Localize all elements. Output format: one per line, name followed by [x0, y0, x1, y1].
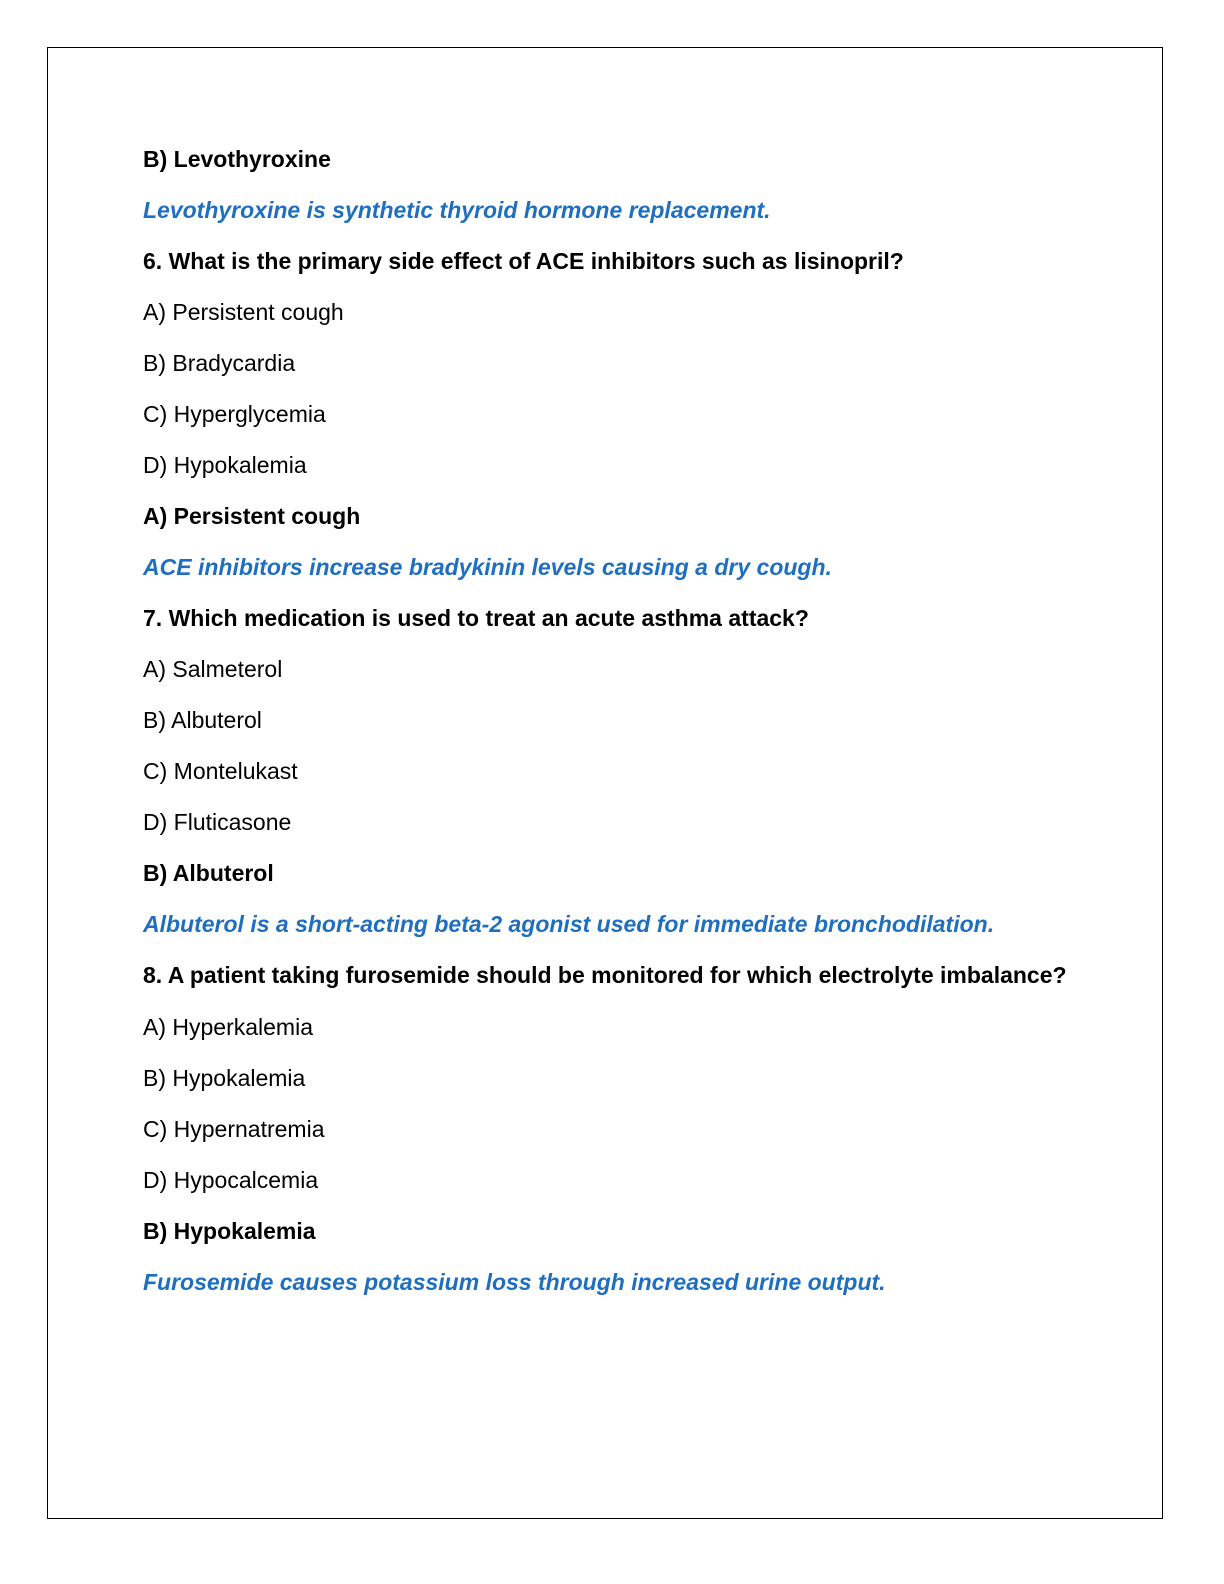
answer-q8: B) Hypokalemia [143, 1218, 316, 1244]
q6-option-b: B) Bradycardia [143, 350, 296, 376]
q6-option-a: A) Persistent cough [143, 299, 344, 325]
question-7: 7. Which medication is used to treat an acute asthma attack? [143, 605, 809, 631]
explanation-q6: ACE inhibitors increase bradykinin levels causing a dry cough. [143, 554, 832, 580]
q8-option-d: D) Hypocalcemia [143, 1167, 319, 1193]
answer-q5: B) Levothyroxine [143, 146, 331, 172]
q8-option-a: A) Hyperkalemia [143, 1014, 313, 1040]
q7-option-a: A) Salmeterol [143, 656, 283, 682]
q7-option-b: B) Albuterol [143, 707, 262, 733]
q6-option-d: D) Hypokalemia [143, 452, 307, 478]
explanation-q8: Furosemide causes potassium loss through increased urine output. [143, 1269, 886, 1295]
question-6: 6. What is the primary side effect of ACE inhibitors such as lisinopril? [143, 248, 904, 274]
q8-option-b: B) Hypokalemia [143, 1065, 306, 1091]
q7-option-c: C) Montelukast [143, 758, 298, 784]
answer-q7: B) Albuterol [143, 860, 274, 886]
q8-option-c: C) Hypernatremia [143, 1116, 325, 1142]
explanation-q7: Albuterol is a short-acting beta-2 agonist used for immediate bronchodilation. [143, 911, 995, 937]
q6-option-c: C) Hyperglycemia [143, 401, 326, 427]
answer-q6: A) Persistent cough [143, 503, 361, 529]
explanation-q5: Levothyroxine is synthetic thyroid hormone replacement. [143, 197, 771, 223]
q7-option-d: D) Fluticasone [143, 809, 292, 835]
question-8: 8. A patient taking furosemide should be monitored for which electrolyte imbalance? [143, 962, 1067, 988]
document-content [143, 142, 1103, 1316]
